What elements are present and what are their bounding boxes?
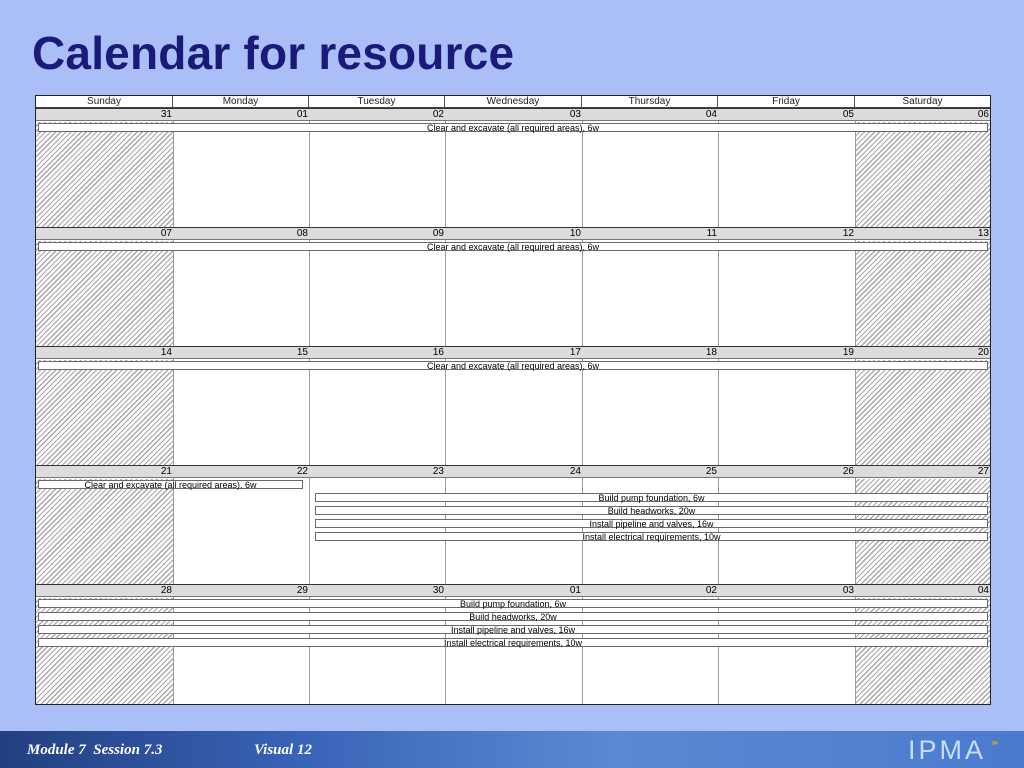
day-column-divider — [309, 466, 310, 585]
weekend-hatch — [36, 241, 173, 347]
date-cell: 04 — [855, 585, 990, 597]
date-cell: 02 — [309, 109, 445, 121]
date-cell: 24 — [445, 466, 582, 478]
date-cell: 04 — [582, 109, 718, 121]
date-cell: 17 — [445, 347, 582, 359]
date-cell: 16 — [309, 347, 445, 359]
footer-visual-label: Visual 12 — [254, 742, 312, 758]
date-cell: 27 — [855, 466, 990, 478]
date-cell: 13 — [855, 228, 990, 240]
date-cell: 19 — [718, 347, 855, 359]
date-cell: 28 — [36, 585, 173, 597]
weekend-hatch — [855, 241, 990, 347]
task-bar[interactable]: Clear and excavate (all required areas), 6w — [38, 242, 988, 251]
week-separator — [36, 584, 990, 585]
date-cell: 23 — [309, 466, 445, 478]
date-cell: 03 — [445, 109, 582, 121]
weekend-hatch — [855, 360, 990, 466]
date-cell: 08 — [173, 228, 309, 240]
date-cell: 09 — [309, 228, 445, 240]
day-header-saturday: Saturday — [855, 96, 990, 108]
task-bar[interactable]: Build headworks, 20w — [315, 506, 988, 515]
date-cell: 26 — [718, 466, 855, 478]
week-separator — [36, 108, 990, 109]
task-bar[interactable]: Build pump foundation, 6w — [315, 493, 988, 502]
task-bar[interactable]: Clear and excavate (all required areas), 6w — [38, 361, 988, 370]
day-header-friday: Friday — [718, 96, 855, 108]
week-separator — [36, 465, 990, 466]
date-cell: 10 — [445, 228, 582, 240]
date-cell: 01 — [173, 109, 309, 121]
date-cell: 03 — [718, 585, 855, 597]
date-cell: 02 — [582, 585, 718, 597]
weekend-hatch — [36, 360, 173, 466]
date-cell: 01 — [445, 585, 582, 597]
day-header-sunday: Sunday — [36, 96, 173, 108]
date-cell: 15 — [173, 347, 309, 359]
weekend-hatch — [855, 122, 990, 228]
date-cell: 30 — [309, 585, 445, 597]
ipma-logo: IPMA — [908, 735, 987, 765]
date-cell: 18 — [582, 347, 718, 359]
week-separator — [36, 346, 990, 347]
date-cell: 06 — [855, 109, 990, 121]
task-bar[interactable]: Clear and excavate (all required areas), 6w — [38, 480, 303, 489]
date-cell: 12 — [718, 228, 855, 240]
date-cell: 22 — [173, 466, 309, 478]
task-bar[interactable]: Build headworks, 20w — [38, 612, 988, 621]
week-separator — [36, 227, 990, 228]
resource-calendar — [35, 95, 991, 705]
date-cell: 14 — [36, 347, 173, 359]
weekend-hatch — [36, 122, 173, 228]
task-bar[interactable]: Build pump foundation, 6w — [38, 599, 988, 608]
task-bar[interactable]: Install pipeline and valves, 16w — [315, 519, 988, 528]
day-header-tuesday: Tuesday — [309, 96, 445, 108]
date-cell: 20 — [855, 347, 990, 359]
task-bar[interactable]: Clear and excavate (all required areas), 6w — [38, 123, 988, 132]
date-cell: 21 — [36, 466, 173, 478]
date-cell: 07 — [36, 228, 173, 240]
weekend-hatch — [36, 479, 173, 585]
logo-chevron-icon: » — [991, 736, 999, 749]
day-header-monday: Monday — [173, 96, 309, 108]
page-title: Calendar for resource — [32, 27, 515, 79]
date-cell: 31 — [36, 109, 173, 121]
day-header-thursday: Thursday — [582, 96, 718, 108]
task-bar[interactable]: Install pipeline and valves, 16w — [38, 625, 988, 634]
date-cell: 05 — [718, 109, 855, 121]
task-bar[interactable]: Install electrical requirements, 10w — [38, 638, 988, 647]
date-cell: 11 — [582, 228, 718, 240]
day-header-wednesday: Wednesday — [445, 96, 582, 108]
date-cell: 25 — [582, 466, 718, 478]
task-bar[interactable]: Install electrical requirements, 10w — [315, 532, 988, 541]
footer-module-label: Module 7 Session 7.3 — [27, 742, 163, 758]
date-cell: 29 — [173, 585, 309, 597]
